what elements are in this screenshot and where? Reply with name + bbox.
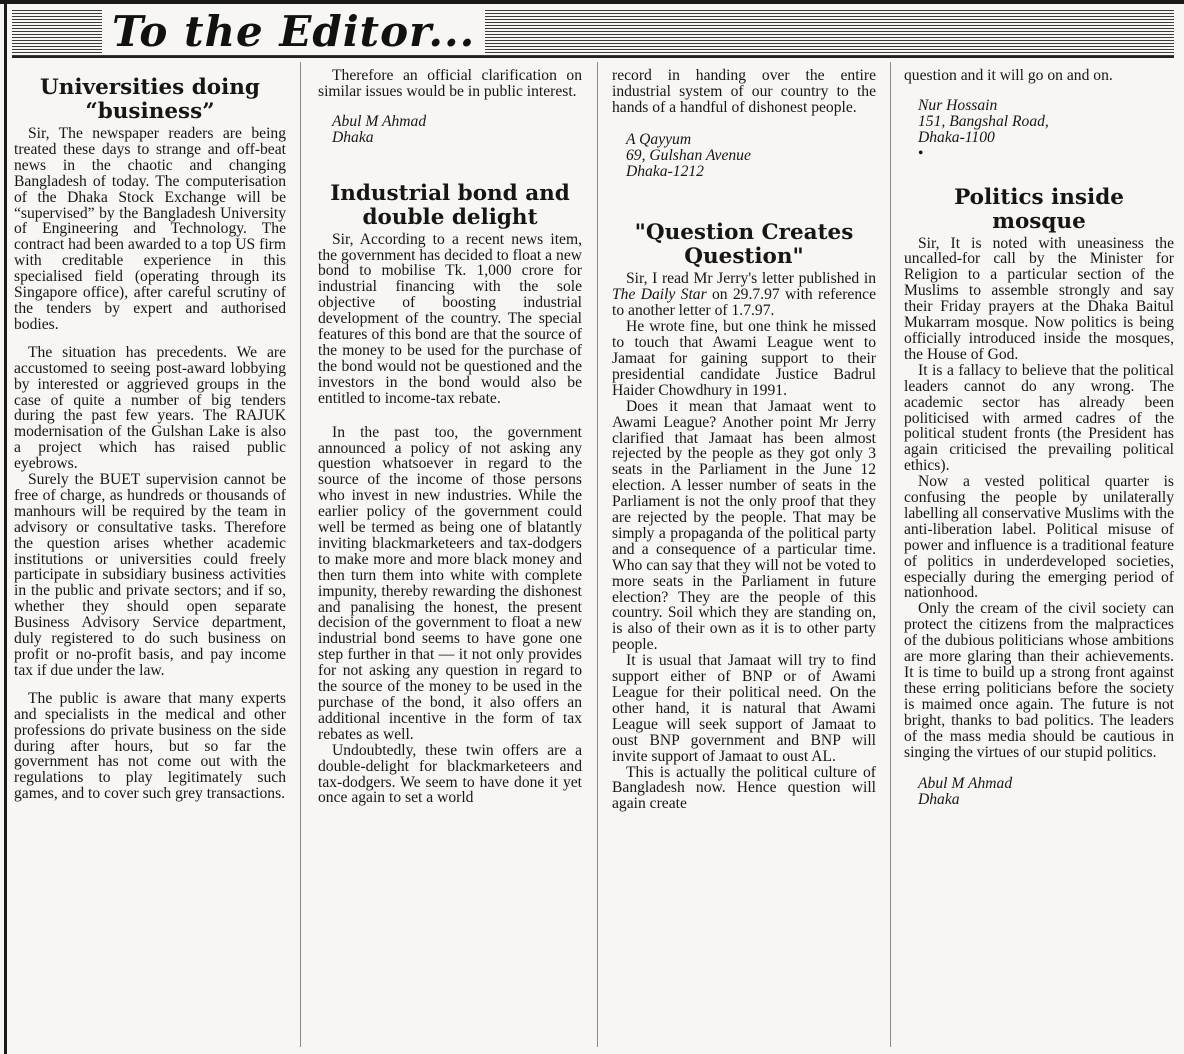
section-masthead bbox=[12, 8, 1174, 58]
letter-paragraph: In the past too, the government announced a policy of not asking any question whatsoever in regard to the source of the income of those persons who invest in new industries. While the earlier policy of the government could well be termed as being one of blatantly inviting blackmarketeers and tax-dodgers to make more and more black money and then turn them into white with complete impunity, thereby rewarding the dishonest and panalising the honest, the present decision of the government to float a new industrial bond seems to have gone one step further in that — it not only provides for not asking any question in regard to the source of the money to be used in the purchase of the bond, it also offers an additional incentive in the form of tax rebates as well. bbox=[318, 423, 582, 743]
letter-paragraph: It is usual that Jamaat will try to find support either of BNP or of Awami League for their political need. On the other hand, it is natural that Awami League will seek support of Jamaat to oust BNP government and BNP will invite support of Jamaat to oust AL. bbox=[612, 652, 876, 765]
column-2 bbox=[318, 68, 582, 806]
letter-signature-name: Abul M Ahmad bbox=[918, 775, 1013, 793]
letter-signature-address: 151, Bangshal Road, bbox=[918, 112, 1049, 130]
letter-paragraph: question and it will go on and on. bbox=[904, 67, 1113, 84]
letter-paragraph: Sir, According to a recent news item, the government has decided to float a new bond to mobilise Tk. 1,000 crore for industrial financing with the sole objective of boosting industrial development of the country. The special features of this bond are that the source of the money to be used for the purchase of the bond would not be questioned and the investors in the bond would also be entitled to income-tax rebate. bbox=[318, 230, 582, 407]
headline-line: "Question Creates bbox=[634, 220, 854, 246]
column-divider bbox=[890, 62, 891, 1047]
letter-signature-place: Dhaka-1212 bbox=[626, 162, 704, 180]
headline-line: Question" bbox=[684, 244, 804, 270]
column-4 bbox=[904, 68, 1174, 808]
letter-paragraph: Undoubtedly, these twin offers are a double-delight for blackmarketeers and tax-dodgers. We seem to have done it yet once again to set a world bbox=[318, 741, 582, 807]
letter-headline bbox=[318, 182, 582, 230]
top-border-rule bbox=[0, 0, 1184, 4]
letter-signature-name: Abul M Ahmad bbox=[332, 112, 427, 130]
separator-bullet: • bbox=[918, 144, 924, 162]
column-divider bbox=[300, 62, 301, 1047]
headline-line: mosque bbox=[992, 208, 1086, 234]
letter-paragraph: Sir, The newspaper readers are being treated these days to strange and off-beat news in the chaotic and changing Bangladesh of today. The computerisation of the Dhaka Stock Exchange will be “supervised” by the Bangladesh University of Engineering and Technology. The contract had been awarded to a top US firm with creditable experience in this specialised field (operating through its Singapore office), after careful scrutiny of the tenders by expert and authorised bodies. bbox=[14, 125, 286, 333]
headline-line: “business” bbox=[85, 99, 215, 124]
letter-signature-place: Dhaka bbox=[332, 128, 374, 146]
column-divider bbox=[597, 62, 598, 1047]
letter-paragraph: Does it mean that Jamaat went to Awami League? Another point Mr Jerry clarified that Jamaat has been almost rejected by the people as they got only 3 seats in the Parliament in the June 12 election. A lesser number of seats in the Parliament is not the only proof that they are rejected by the people. That may be simply a propaganda of the political party and a consequence of a particular time. Who can say that they will not be voted to more seats in the Parliament in future election? They are the people of this country. Soil which they are standing on, is also of their own as it is to other party people. bbox=[612, 397, 876, 654]
letter-paragraph bbox=[612, 271, 876, 319]
letter-headline bbox=[612, 221, 876, 269]
letter-paragraph: Now a vested political quarter is confusing the people by unilaterally labelling all conservative Muslims with the anti-liberation label. Political misuse of power and influence is a traditional feature of politics in underdeveloped societies, especially during the emerging period of nationhood. bbox=[904, 473, 1174, 602]
masthead-title: To the Editor... bbox=[102, 10, 485, 54]
letter-headline bbox=[904, 186, 1174, 234]
letter-headline bbox=[14, 76, 286, 124]
newspaper-name: The Daily Star bbox=[612, 286, 707, 304]
headline-line: double delight bbox=[362, 204, 538, 230]
letter-paragraph: The situation has precedents. We are accustomed to seeing post-award lobbying by interested or aggrieved groups in the case of quite a number of big tenders during the past few years. The RAJUK modernisation of the Gulshan Lake is also a project which has raised public eyebrows. bbox=[14, 343, 286, 473]
letter-paragraph: The public is aware that many experts and specialists in the medical and other professions do private business on the side during after hours, but so far the government has not come out with the regulations to play legitimately such games, and to cover such grey transactions. bbox=[14, 689, 286, 803]
letter-signature-address: 69, Gulshan Avenue bbox=[626, 146, 751, 164]
headline-line: Industrial bond and bbox=[330, 180, 570, 206]
letter-paragraph: He wrote fine, but one think he missed to touch that Awami League went to Jamaat for gaining support to their presidential candidate Justice Badrul Haider Chowdhury in 1991. bbox=[612, 318, 876, 399]
paragraph-text: on 29.7.97 with reference to another letter of 1.7.97. bbox=[612, 286, 876, 320]
headline-line: Universities doing bbox=[40, 75, 260, 100]
letter-paragraph: Therefore an official clarification on similar issues would be in public interest. bbox=[318, 67, 582, 100]
letter-paragraph: Sir, It is noted with uneasiness the uncalled-for call by the Minister for Religion to a particular section of the Muslims to assemble strongly and say their Friday prayers at the Dhaka Baitul Mukarram mosque. Now politics is being officially introduced inside the mosques, the House of God. bbox=[904, 234, 1174, 363]
headline-line: Politics inside bbox=[954, 184, 1124, 210]
letter-signature-name: A Qayyum bbox=[626, 130, 692, 148]
column-1 bbox=[14, 68, 286, 802]
letter-paragraph: Only the cream of the civil society can protect the citizens from the malpractices of the dubious politicians whose ambitions are more glaring than their achievements. It is time to build up a strong front against these erring politicians before the society is maimed once again. The future is not bright, thanks to bad politics. The leaders of the mass media should be cautious in singing the virtues of our stupid politics. bbox=[904, 600, 1174, 761]
letter-paragraph: Surely the BUET supervision cannot be free of charge, as hundreds or thousands of manhours will be required by the team in advisory or consultative tasks. Therefore the question arises whether academic institutions or universities could freely participate in subsidiary business activities in the public and private sectors; and if so, whether they should open separate Business Advisory Service department, duly registered to do such business on profit or no-profit basis, and pay income tax if due under the law. bbox=[14, 471, 286, 679]
column-3 bbox=[612, 68, 876, 812]
letter-signature-name: Nur Hossain bbox=[918, 96, 998, 114]
letter-paragraph: record in handing over the entire industrial system of our country to the hands of a handful of dishonest people. bbox=[612, 67, 876, 116]
paragraph-text: Sir, I read Mr Jerry's letter published in bbox=[626, 270, 876, 288]
left-border-rule bbox=[4, 0, 7, 1054]
letter-signature-place: Dhaka-1100 bbox=[918, 128, 995, 146]
letter-signature-place: Dhaka bbox=[918, 791, 960, 809]
letter-paragraph: This is actually the political culture of Bangladesh now. Hence question will again create bbox=[612, 763, 876, 813]
letter-paragraph: It is a fallacy to believe that the political leaders cannot do any wrong. The academic sector has already been politicised with armed cadres of the political student fronts (the President has again criticised the prevailing political ethics). bbox=[904, 361, 1174, 475]
